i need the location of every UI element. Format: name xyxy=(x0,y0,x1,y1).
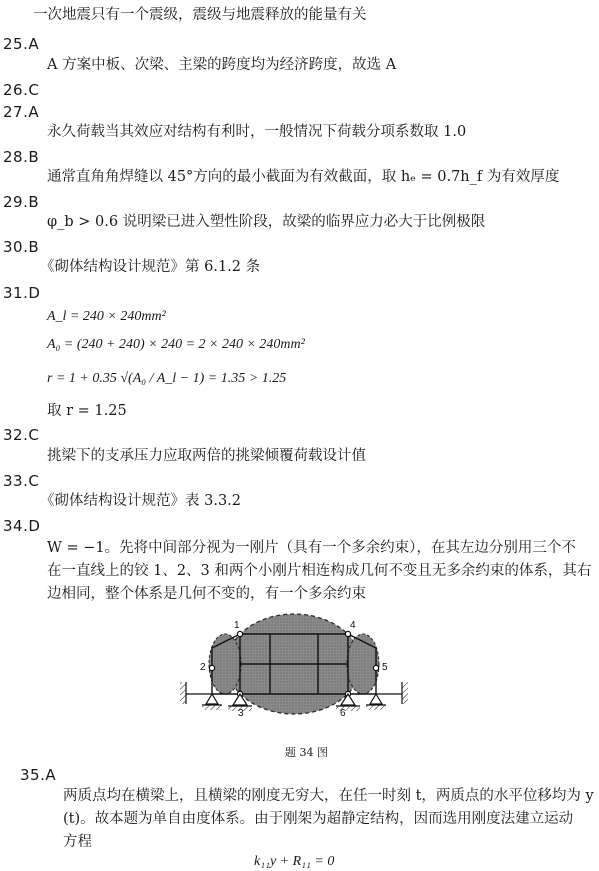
answer-33-text: 《砌体结构设计规范》表 3.3.2 xyxy=(40,493,242,509)
answer-25-number: 25.A xyxy=(3,35,40,53)
line-earthquake-magnitude: 一次地震只有一个震级，震级与地震释放的能量有关 xyxy=(33,7,367,23)
answer-33-number: 33.C xyxy=(3,472,40,490)
hinge-5 xyxy=(373,665,378,670)
answer-25-text: A 方案中板、次梁、主梁的跨度均为经济跨度，故选 A xyxy=(47,57,397,73)
answer-31-take-r: 取 r = 1.25 xyxy=(47,403,127,419)
left-small-rigid-piece xyxy=(209,634,241,694)
answer-28-number: 28.B xyxy=(3,148,40,166)
answer-26-number: 26.C xyxy=(3,81,40,99)
answer-29-text: φ_b > 0.6 说明梁已进入塑性阶段，故梁的临界应力必大于比例极限 xyxy=(47,214,486,230)
answer-31-equation-r: r = 1 + 0.35 √(A₀ / A_l − 1) = 1.35 > 1.25 xyxy=(47,371,287,386)
answer-34-para-line3: 边相同，整个体系是几何不变的，有一个多余约束 xyxy=(47,586,366,602)
figure-34-caption: 题 34 图 xyxy=(285,746,328,759)
node-label-4: 4 xyxy=(350,620,356,631)
answer-31-number: 31.D xyxy=(3,284,41,302)
hinge-4 xyxy=(345,631,350,636)
answer-35-para-line2: (t)。故本题为单自由度体系。由于刚架为超静定结构，因而选用刚度法建立运动 xyxy=(63,811,574,827)
answer-34-number: 34.D xyxy=(3,517,41,535)
answer-28-text: 通常直角角焊缝以 45°方向的最小截面为有效截面，取 hₑ = 0.7h_f 为有效厚度 xyxy=(47,169,560,185)
hinge-1 xyxy=(237,631,242,636)
node-label-3: 3 xyxy=(238,708,244,719)
answer-32-text: 挑梁下的支承压力应取两倍的挑梁倾覆荷载设计值 xyxy=(47,448,366,464)
node-label-2: 2 xyxy=(200,662,206,673)
answer-35-number: 35.A xyxy=(20,766,57,784)
figure-34-diagram xyxy=(178,612,410,722)
answer-30-number: 30.B xyxy=(3,238,40,256)
answer-32-number: 32.C xyxy=(3,426,40,444)
answer-31-equation-a0: A₀ = (240 + 240) × 240 = 2 × 240 × 240mm² xyxy=(47,337,305,352)
answer-31-equation-al: A_l = 240 × 240mm² xyxy=(47,309,166,324)
answer-30-text: 《砌体结构设计规范》第 6.1.2 条 xyxy=(40,259,261,275)
node-label-1: 1 xyxy=(234,620,240,631)
answer-34-para-line1: W = −1。先将中间部分视为一刚片（具有一个多余约束），在其左边分别用三个不 xyxy=(47,540,576,556)
node-label-5: 5 xyxy=(382,662,388,673)
answer-27-text: 永久荷载当其效应对结构有利时，一般情况下荷载分项系数取 1.0 xyxy=(47,124,467,140)
right-small-rigid-piece xyxy=(347,634,379,694)
answer-35-para-line1: 两质点均在横梁上，且横梁的刚度无穷大，在任一时刻 t，两质点的水平位移均为 y xyxy=(63,788,594,804)
answer-27-number: 27.A xyxy=(3,103,40,121)
node-label-6: 6 xyxy=(340,708,346,719)
answer-35-motion-equation: k₁₁y + R₁₁ = 0 xyxy=(254,854,335,869)
answer-35-para-line3: 方程 xyxy=(63,834,92,850)
hinge-2 xyxy=(209,665,214,670)
answer-29-number: 29.B xyxy=(3,193,40,211)
answer-34-para-line2: 在一直线上的铰 1、2、3 和两个小刚片相连构成几何不变且无多余约束的体系，其右 xyxy=(47,563,592,579)
